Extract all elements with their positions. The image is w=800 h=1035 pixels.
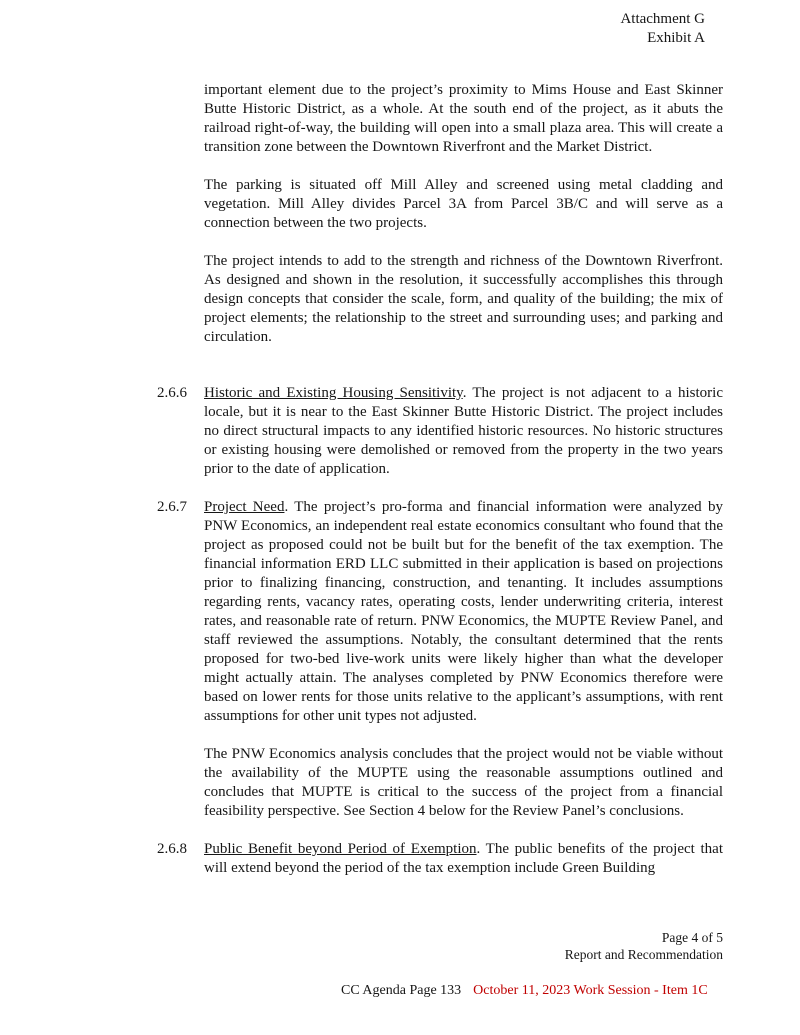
section-2-6-7 xyxy=(157,498,723,821)
section-body xyxy=(204,498,723,821)
section-body xyxy=(204,840,723,878)
section-extra-paragraph: The PNW Economics analysis concludes that the project would not be viable without the availability of the MUPTE using the reasonable assumptions outlined and concludes that MUPTE is critical to the success of the project from a financial feasibility perspective. See Section 4 below for the Review Panel’s conclusions. xyxy=(204,746,723,819)
document-title-label: Report and Recommendation xyxy=(564,947,723,962)
section-number: 2.6.8 xyxy=(157,841,187,857)
section-number: 2.6.6 xyxy=(157,385,187,401)
footer-page-info xyxy=(565,929,723,963)
intro-paragraph-2: The parking is situated off Mill Alley and screened using metal cladding and vegetation. Mill Alley divides Parcel 3A from Parcel 3B/C and will serve as a connection between the two projects. xyxy=(204,177,723,231)
footer-agenda-line xyxy=(341,982,708,999)
work-session-label: October 11, 2023 Work Session - Item 1C xyxy=(473,983,708,998)
section-paragraph xyxy=(204,384,723,479)
section-heading: Project Need xyxy=(204,499,285,515)
agenda-page-label: CC Agenda Page 133 xyxy=(341,983,462,998)
section-number: 2.6.7 xyxy=(157,499,187,515)
section-paragraph xyxy=(204,840,723,878)
section-2-6-8 xyxy=(157,840,723,878)
section-2-6-6 xyxy=(157,384,723,479)
page-number-label: Page 4 of 5 xyxy=(661,930,723,945)
intro-paragraph-1: important element due to the project’s proximity to Mims House and East Skinner Butte Historic District, as a whole. At the south end of the project, as it abuts the railroad right-of-way, the building will open into a small plaza area. This will create a transition zone between the Downtown Riverfront and the Market District. xyxy=(204,82,723,155)
document-body xyxy=(157,81,723,897)
section-text: . The project is not adjacent to a historic locale, but it is near to the East Skinner Butte Historic District. The project includes no direct structural impacts to any identified historic resources. No historic structures or existing housing were demolished or removed from the property in the two years prior to the date of application. xyxy=(204,385,723,477)
section-heading: Public Benefit beyond Period of Exemption xyxy=(204,841,477,857)
section-text: . The project’s pro-forma and financial information were analyzed by PNW Economics, an independent real estate economics consultant who found that the project as proposed could not be built but for the benefit of the tax exemption. The financial information ERD LLC submitted in their application is based on projections prior to finalizing financing, construction, and tenanting. It includes assumptions regarding rents, vacancy rates, operating costs, lender underwriting criteria, interest rates, and reasonable rate of return. PNW Economics, the MUPTE Review Panel, and staff reviewed the assumptions. Notably, the consultant determined that the rents proposed for two-bed live-work units were likely higher than what the developer might actually attain. The analyses completed by PNW Economics therefore were based on lower rents for those units relative to the applicant’s assumptions, with rent assumptions for other unit types not adjusted. xyxy=(204,499,723,724)
section-text: . The public benefits of the project that will extend beyond the period of the tax exemption include Green Building xyxy=(204,841,723,876)
attachment-label: Attachment G xyxy=(620,11,705,27)
section-paragraph xyxy=(204,498,723,726)
section-heading: Historic and Existing Housing Sensitivity xyxy=(204,385,463,401)
document-header xyxy=(620,10,705,48)
section-body xyxy=(204,384,723,479)
intro-paragraph-3: The project intends to add to the strength and richness of the Downtown Riverfront. As designed and shown in the resolution, it successfully accomplishes this through design concepts that consider the scale, form, and quality of the building; the mix of project elements; the relationship to the street and surrounding uses; and parking and circulation. xyxy=(204,253,723,345)
exhibit-label: Exhibit A xyxy=(647,30,705,46)
